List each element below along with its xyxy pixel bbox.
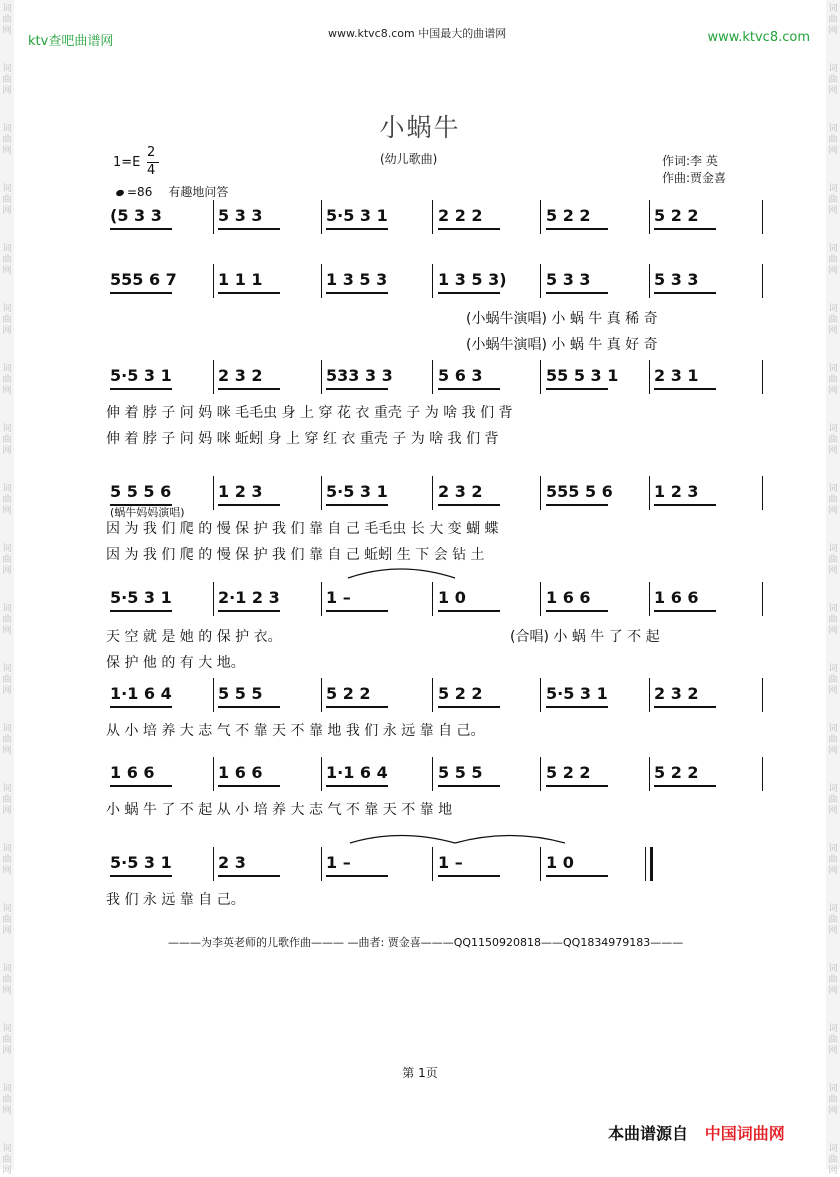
lyric-line: 保 护 他 的 有 大 地。 — [106, 655, 245, 671]
measure-notes: 5 2 2 — [438, 684, 483, 703]
lyric-line: (合唱) 小 蜗 牛 了 不 起 — [510, 629, 660, 645]
watermark-text: 词曲网 — [828, 664, 838, 696]
source-prefix: 本曲谱源自 — [608, 1124, 689, 1143]
watermark-text: 词曲网 — [828, 964, 838, 996]
measure-notes: 1 2 3 — [654, 482, 699, 501]
watermark-text: 词曲网 — [828, 64, 838, 96]
watermark-text: 词曲网 — [828, 1084, 838, 1116]
time-top: 2 — [147, 145, 156, 160]
watermark-text: 词曲网 — [828, 304, 838, 336]
watermark-text: 词曲网 — [828, 544, 838, 576]
measure-notes: 1·1 6 4 — [326, 763, 388, 782]
measure-notes: 1 – — [326, 853, 351, 872]
site-url-right[interactable]: www.ktvc8.com — [707, 30, 810, 45]
site-name-left[interactable]: ktv查吧曲谱网 — [28, 34, 114, 49]
measure-notes: 2 3 — [218, 853, 246, 872]
measure-notes: 1 – — [326, 588, 351, 607]
measure-notes: 1 – — [438, 853, 463, 872]
measure-notes: 1·1 6 4 — [110, 684, 172, 703]
measure-notes: 5 5 5 — [438, 763, 483, 782]
lyric-line: (小蜗牛演唱) 小 蜗 牛 真 稀 奇 — [466, 311, 658, 327]
watermark-text: 词曲网 — [2, 544, 12, 576]
measure-notes: 2 3 2 — [654, 684, 699, 703]
watermark-text: 词曲网 — [2, 664, 12, 696]
watermark-text: 词曲网 — [2, 844, 12, 876]
watermark-text: 词曲网 — [2, 904, 12, 936]
watermark-text: 词曲网 — [828, 424, 838, 456]
site-tagline: www.ktvc8.com 中国最大的曲谱网 — [328, 27, 507, 40]
measure-notes: 5 3 3 — [546, 270, 591, 289]
watermark-text: 词曲网 — [828, 484, 838, 516]
measure-notes: 1 3 5 3 — [326, 270, 388, 289]
measure-notes: 533 3 3 — [326, 366, 393, 385]
measure-notes: 5 3 3 — [218, 206, 263, 225]
watermark-text: 词曲网 — [2, 4, 12, 36]
watermark-text: 词曲网 — [828, 4, 838, 36]
tie-row8-a — [350, 836, 455, 844]
watermark-text: 词曲网 — [828, 724, 838, 756]
watermark-text: 词曲网 — [2, 1144, 12, 1176]
measure-notes: 5 3 3 — [654, 270, 699, 289]
tempo-value: =86 — [127, 185, 153, 199]
watermark-text: 词曲网 — [2, 1084, 12, 1116]
watermark-text: 词曲网 — [2, 184, 12, 216]
watermark-text: 词曲网 — [828, 844, 838, 876]
lyricist-credit: 作词:李 英 — [662, 154, 718, 168]
measure-notes: 5·5 3 1 — [546, 684, 608, 703]
measure-notes: 5·5 3 1 — [110, 366, 172, 385]
tie-row8-b — [455, 836, 565, 844]
source-site[interactable]: 中国词曲网 — [704, 1124, 785, 1143]
measure-notes: 2 2 2 — [438, 206, 483, 225]
watermark-text: 词曲网 — [2, 304, 12, 336]
measure-notes: 555 6 7 — [110, 270, 177, 289]
measure-notes: 5 5 5 6 — [110, 482, 172, 501]
time-bottom: 4 — [147, 163, 156, 178]
lyric-line: 我 们 永 远 靠 自 己。 — [106, 892, 245, 908]
expression-text: 有趣地问答 — [168, 185, 229, 199]
measure-notes: 1 1 1 — [218, 270, 263, 289]
measure-notes: 1 0 — [438, 588, 466, 607]
measure-notes: 5 2 2 — [654, 206, 699, 225]
measure-notes: 5·5 3 1 — [110, 853, 172, 872]
lyric-line: 从 小 培 养 大 志 气 不 靠 天 不 靠 地 我 们 永 远 靠 自 己。 — [106, 723, 485, 739]
measure-notes: 5·5 3 1 — [110, 588, 172, 607]
measure-notes: 2 3 2 — [438, 482, 483, 501]
watermark-text: 词曲网 — [2, 784, 12, 816]
page-number: 第 1页 — [402, 1066, 438, 1080]
watermark-text: 词曲网 — [828, 784, 838, 816]
measure-notes: 5 2 2 — [326, 684, 371, 703]
measure-notes: (5 3 3 — [110, 206, 162, 225]
lyric-line: 小 蜗 牛 了 不 起 从 小 培 养 大 志 气 不 靠 天 不 靠 地 — [106, 802, 453, 818]
lyric-line: 伸 着 脖 子 问 妈 咪 毛毛虫 身 上 穿 花 衣 重壳 子 为 啥 我 们 背 — [106, 405, 513, 421]
measure-notes: 5 5 5 — [218, 684, 263, 703]
watermark-text: 词曲网 — [828, 604, 838, 636]
measure-notes: 55 5 3 1 — [546, 366, 619, 385]
watermark-text: 词曲网 — [2, 964, 12, 996]
watermark-text: 词曲网 — [2, 724, 12, 756]
watermark-text: 词曲网 — [2, 364, 12, 396]
watermark-text: 词曲网 — [2, 124, 12, 156]
watermark-text: 词曲网 — [2, 244, 12, 276]
watermark-text: 词曲网 — [828, 124, 838, 156]
watermark-text: 词曲网 — [2, 424, 12, 456]
measure-notes: 2 3 2 — [218, 366, 263, 385]
measure-notes: 2 3 1 — [654, 366, 699, 385]
lyric-line: (蜗牛妈妈演唱) — [110, 506, 185, 519]
watermark-text: 词曲网 — [2, 64, 12, 96]
song-subtitle: (幼儿歌曲) — [380, 152, 438, 166]
lyric-line: 因 为 我 们 爬 的 慢 保 护 我 们 靠 自 己 蚯蚓 生 下 会 钻 土 — [106, 547, 485, 563]
lyric-line: 天 空 就 是 她 的 保 护 衣。 — [106, 629, 282, 645]
watermark-text: 词曲网 — [828, 364, 838, 396]
measure-notes: 1 0 — [546, 853, 574, 872]
measure-notes: 1 2 3 — [218, 482, 263, 501]
song-title: 小蜗牛 — [379, 113, 461, 142]
tie-row5 — [348, 569, 455, 578]
key-signature: 1=E — [113, 155, 141, 170]
lyric-line: 伸 着 脖 子 问 妈 咪 蚯蚓 身 上 穿 红 衣 重壳 子 为 啥 我 们 背 — [106, 431, 499, 447]
watermark-text: 词曲网 — [2, 1024, 12, 1056]
measure-notes: 1 3 5 3) — [438, 270, 507, 289]
measure-notes: 5·5 3 1 — [326, 482, 388, 501]
watermark-text: 词曲网 — [2, 604, 12, 636]
watermark-text: 词曲网 — [828, 1144, 838, 1176]
measure-notes: 5 2 2 — [546, 206, 591, 225]
measure-notes: 1 6 6 — [654, 588, 699, 607]
footer-credit: ———为李英老师的儿歌作曲——— —曲者: 贾金喜———QQ1150920818——QQ1834979183——— — [168, 936, 684, 949]
watermark-text: 词曲网 — [2, 484, 12, 516]
measure-notes: 2·1 2 3 — [218, 588, 280, 607]
measure-notes: 1 6 6 — [110, 763, 155, 782]
watermark-text: 词曲网 — [828, 184, 838, 216]
measure-notes: 5 2 2 — [546, 763, 591, 782]
source-attribution — [608, 1121, 785, 1144]
measure-notes: 555 5 6 — [546, 482, 613, 501]
measure-notes: 5·5 3 1 — [326, 206, 388, 225]
measure-notes: 5 2 2 — [654, 763, 699, 782]
watermark-text: 词曲网 — [828, 1024, 838, 1056]
composer-credit: 作曲:贾金喜 — [662, 171, 727, 185]
measure-notes: 1 6 6 — [546, 588, 591, 607]
watermark-text: 词曲网 — [828, 244, 838, 276]
measure-notes: 1 6 6 — [218, 763, 263, 782]
watermark-text: 词曲网 — [828, 904, 838, 936]
lyric-line: (小蜗牛演唱) 小 蜗 牛 真 好 奇 — [466, 337, 658, 353]
measure-notes: 5 6 3 — [438, 366, 483, 385]
lyric-line: 因 为 我 们 爬 的 慢 保 护 我 们 靠 自 己 毛毛虫 长 大 变 蝴 蝶 — [106, 521, 499, 537]
